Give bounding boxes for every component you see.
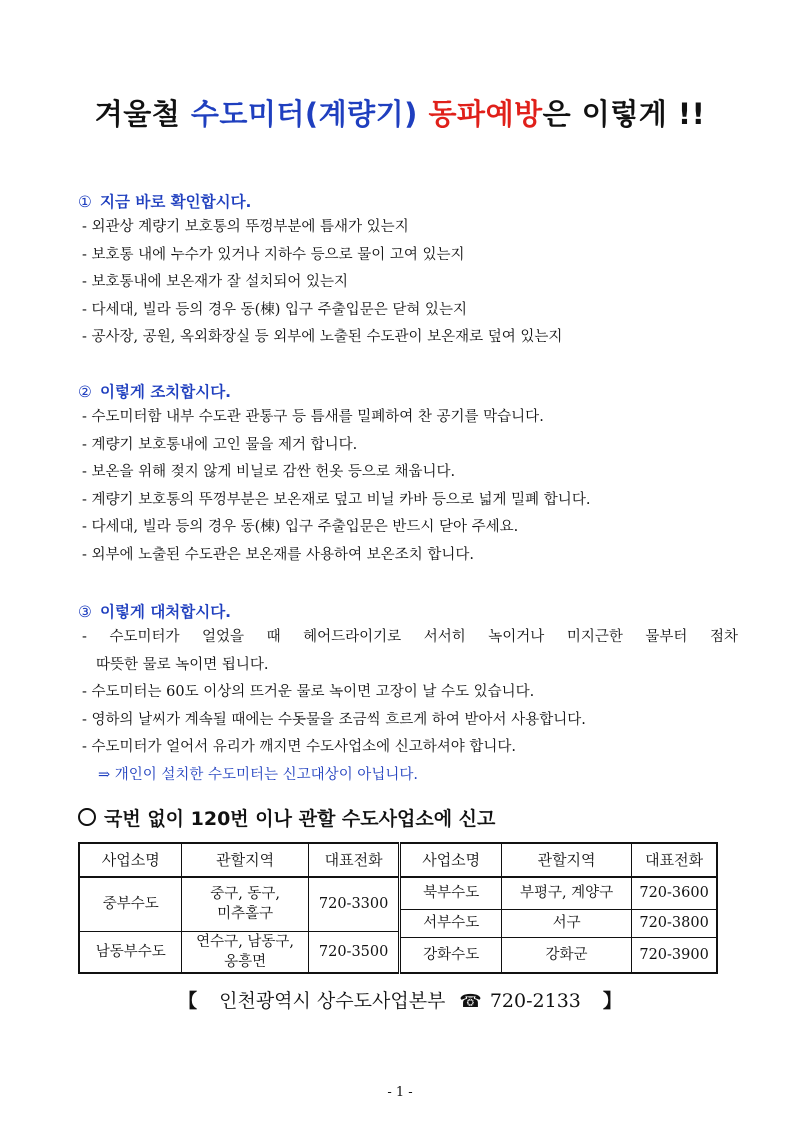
org-name: 인천광역시 상수도사업본부 [219, 990, 446, 1012]
note-text: ⇒ 개인이 설치한 수도미터는 신고대상이 아닙니다. [98, 766, 418, 783]
section-response [78, 600, 738, 789]
title-part-tail: 은 이렇게 !! [542, 97, 706, 131]
title-part-meter: 수도미터(계량기) [190, 97, 418, 131]
list-item: - 다세대, 빌라 등의 경우 동(棟) 입구 주출입문은 닫혀 있는지 [82, 301, 467, 318]
table-cell: 중부수도 [79, 877, 182, 931]
table-cell: 부평구, 계양구 [501, 877, 631, 909]
section-heading: ③ 이렇게 대처합시다. [78, 603, 232, 621]
list-item: - 외부에 노출된 수도관은 보온재를 사용하여 보온조치 합니다. [82, 546, 474, 563]
table-cell: 서부수도 [400, 909, 501, 937]
table-cell: 중구, 동구, 미추홀구 [182, 877, 308, 931]
list-item: - 보호통 내에 누수가 있거나 지하수 등으로 물이 고여 있는지 [82, 246, 465, 263]
bracket-open: 【 [178, 990, 198, 1012]
list-item: - 외관상 계량기 보호통의 뚜껑부분에 틈새가 있는지 [82, 219, 409, 235]
list-item: - 수도미터함 내부 수도관 관통구 등 틈새를 밀폐하여 찬 공기를 막습니다. [82, 409, 544, 425]
list-item: - 계량기 보호통의 뚜껑부분은 보온재로 덮고 비닐 카바 등으로 넓게 밀폐 합니다. [82, 491, 591, 508]
table-cell: 연수구, 남동구, 옹흥면 [182, 931, 308, 973]
page-number: - 1 - [387, 1085, 413, 1100]
office-directory-table [78, 842, 718, 974]
table-cell: 서구 [501, 909, 631, 937]
bracket-close: 】 [602, 990, 622, 1012]
table-cell: 남동부수도 [79, 931, 182, 973]
telephone-icon: ☎ [459, 991, 482, 1012]
column-header: 대표전화 [308, 843, 400, 877]
list-item: - 보온을 위해 젖지 않게 비닐로 감싼 헌옷 등으로 채웁니다. [82, 464, 456, 480]
section-heading: ① 지금 바로 확인합시다. [78, 193, 252, 211]
section-check [78, 190, 738, 352]
table-row [79, 877, 717, 909]
circle-bullet-icon [78, 808, 96, 826]
table-header-row [79, 843, 717, 877]
section-action [78, 380, 738, 569]
footer-contact [0, 986, 800, 1017]
title-part-season: 겨울철 [94, 97, 191, 131]
table-cell: 강화군 [501, 937, 631, 972]
table-cell: 720-3600 [632, 877, 717, 909]
table-cell: 720-3500 [308, 931, 400, 973]
title-part-freeze: 동파예방 [428, 97, 543, 131]
list-item: - 영하의 날씨가 계속될 때에는 수돗물을 조금씩 흐르게 하여 받아서 사용합니다. [82, 711, 586, 728]
column-header: 관할지역 [501, 843, 631, 877]
list-item: - 다세대, 빌라 등의 경우 동(棟) 입구 주출입문은 반드시 닫아 주세요. [82, 519, 519, 535]
table-cell: 720-3800 [632, 909, 717, 937]
list-item-continuation: 따뜻한 물로 녹이면 됩니다. [96, 656, 269, 673]
column-header: 대표전화 [632, 843, 717, 877]
section-heading: ② 이렇게 조치합시다. [78, 383, 232, 401]
table-cell: 720-3300 [308, 877, 400, 931]
report-line: 국번 없이 120번 이나 관할 수도사업소에 신고 [78, 806, 738, 832]
list-item: - 수도미터가 얼어서 유리가 깨지면 수도사업소에 신고하셔야 합니다. [82, 739, 516, 755]
contact-phone: 720-2133 [489, 990, 581, 1012]
page-title [0, 92, 800, 133]
list-item: - 계량기 보호통내에 고인 물을 제거 합니다. [82, 436, 358, 453]
list-item: - 공사장, 공원, 옥외화장실 등 외부에 노출된 수도관이 보온재로 덮여 있는지 [82, 329, 563, 345]
column-header: 관할지역 [182, 843, 308, 877]
list-item: - 수도미터가 얼었을 때 헤어드라이기로 서서히 녹이거나 미지근한 물부터 점차 [82, 629, 738, 645]
table-cell: 720-3900 [632, 937, 717, 972]
column-header: 사업소명 [400, 843, 501, 877]
table-cell: 북부수도 [400, 877, 501, 909]
list-item: - 수도미터는 60도 이상의 뜨거운 물로 녹이면 고장이 날 수도 있습니다. [82, 684, 535, 700]
list-item: - 보호통내에 보온재가 잘 설치되어 있는지 [82, 274, 349, 290]
column-header: 사업소명 [79, 843, 182, 877]
table-cell: 강화수도 [400, 937, 501, 972]
